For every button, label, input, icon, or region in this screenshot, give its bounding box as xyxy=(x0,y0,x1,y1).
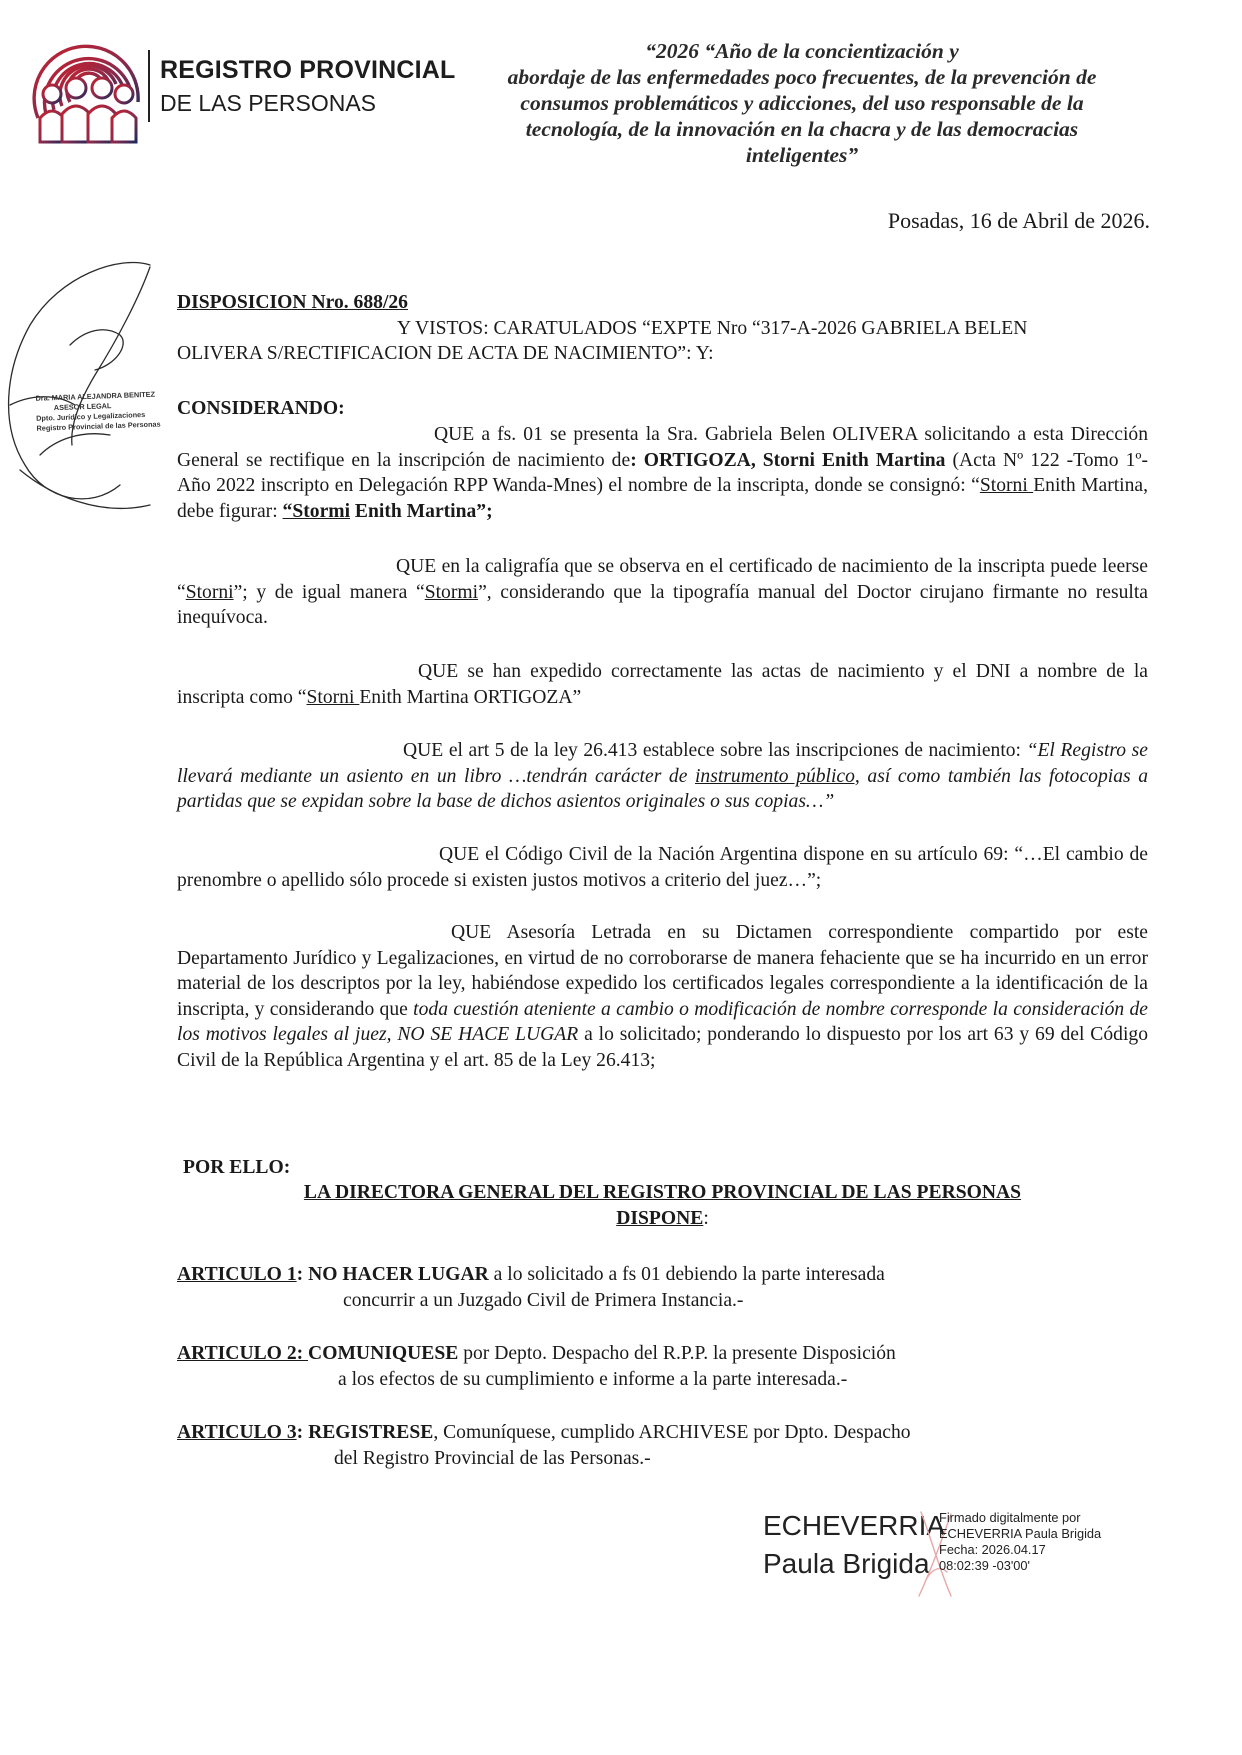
article-bold: REGISTRESE xyxy=(308,1422,434,1443)
p1-bold-end: Enith Martina”; xyxy=(350,500,493,522)
article-bold: NO HACER LUGAR xyxy=(308,1264,489,1285)
article-label: ARTICULO 2: xyxy=(177,1343,309,1364)
signer-given-names: Paula Brigida xyxy=(763,1548,930,1579)
digital-signature-metadata xyxy=(939,1510,1101,1574)
vistos-line-2: OLIVERA S/RECTIFICACION DE ACTA DE NACIMIENTO”: Y: xyxy=(177,343,714,364)
signature-meta-line: Fecha: 2026.04.17 xyxy=(939,1542,1046,1557)
article-text: , Comuníquese, cumplido ARCHIVESE por Dpto. Despacho xyxy=(433,1422,911,1443)
p6-text: QUE Asesoría Letrada en su Dictamen correspondiente compartido por este Departamento Jurídico y Legalizaciones, en virtud de no corroborarse de manera fehaciente que se ha incurrido en un error material de los descriptos por la ley, habiéndose expedido los certificados legales correspondiente a la identificación de la inscripta, y considerando que xyxy=(177,922,1148,1020)
article-1 xyxy=(177,1262,1148,1313)
p2-underlined: Storni xyxy=(185,581,234,603)
article-sep: : xyxy=(296,1264,309,1285)
article-label: ARTICULO 3 xyxy=(177,1422,297,1443)
org-title: REGISTRO PROVINCIAL xyxy=(160,56,456,84)
dispone-word: DISPONE xyxy=(616,1208,704,1229)
article-text-line-2: del Registro Provincial de las Personas.- xyxy=(334,1447,651,1469)
signature-meta-line: Firmado digitalmente por xyxy=(939,1510,1081,1525)
directora-heading: LA DIRECTORA GENERAL DEL REGISTRO PROVINCIAL DE LAS PERSONAS xyxy=(303,1182,1022,1203)
motto-line: consumos problemáticos y adicciones, del uso responsable de la xyxy=(520,91,1084,115)
stamp-line: Dpto. Jurídico y Legalizaciones xyxy=(36,409,146,423)
article-text-line-2: a los efectos de su cumplimiento e informe a la parte interesada.- xyxy=(338,1368,848,1390)
stamp-line: Registro Provincial de las Personas xyxy=(36,419,161,433)
registro-provincial-logo xyxy=(20,22,152,144)
considerando-heading: CONSIDERANDO: xyxy=(177,398,345,419)
p1-text: (Acta Nº 122 -Tomo 1º- Año 2022 inscripto en Delegación RPP Wanda-Mnes) el nombre de la inscripta, donde se consignó: “ xyxy=(177,449,1148,496)
p3-text: QUE se han expedido correctamente las actas de nacimiento y el DNI a nombre de la inscripta como “ xyxy=(177,661,1148,708)
por-ello-heading: POR ELLO: xyxy=(183,1157,291,1178)
article-bold: COMUNIQUESE xyxy=(308,1343,459,1364)
stamp-line: Dra. MARIA ALEJANDRA BENITEZ xyxy=(35,389,156,403)
considerando-paragraph-1 xyxy=(177,422,1148,524)
considerando-paragraph-6 xyxy=(177,920,1148,1073)
dispone-colon: : xyxy=(703,1208,709,1229)
signer-surname: ECHEVERRIA xyxy=(763,1510,946,1541)
p5-text: QUE el Código Civil de la Nación Argentina dispone en su artículo 69: “…El cambio de prenombre o apellido sólo procede si existen justos motivos a criterio del juez…”; xyxy=(177,844,1148,891)
year-motto xyxy=(462,38,1142,168)
p4-quote-underlined: instrumento público, xyxy=(694,765,860,787)
article-2 xyxy=(177,1341,1148,1392)
motto-line: inteligentes” xyxy=(745,143,859,167)
p4-quote: “El Registro se llevará mediante un asiento en un libro …tendrán carácter de xyxy=(177,740,1148,787)
dispone-heading xyxy=(177,1206,1148,1232)
motto-line: tecnología, de la innovación en la chacra y de las democracias xyxy=(525,117,1079,141)
article-text: a lo solicitado a fs 01 debiendo la parte interesada xyxy=(488,1264,885,1285)
signature-meta-line: ECHEVERRIA Paula Brigida xyxy=(939,1526,1102,1541)
digital-signature-block xyxy=(763,1510,1123,1600)
p3-text: Enith Martina ORTIGOZA” xyxy=(359,686,582,708)
article-3 xyxy=(177,1420,1148,1471)
p1-underlined: Storni xyxy=(979,475,1034,496)
p3-underlined: Storni xyxy=(306,686,360,708)
article-sep: : xyxy=(296,1422,309,1443)
p1-bold-name: : ORTIGOZA, Storni Enith Martina xyxy=(630,449,946,471)
p2-text: QUE en la caligrafía que se observa en el certificado de nacimiento de la inscripta puede leerse “ xyxy=(177,556,1148,603)
legal-advisor-stamp xyxy=(35,388,196,434)
stamp-line: ASESOR LEGAL xyxy=(53,401,112,413)
disposition-heading xyxy=(177,290,1148,367)
motto-line: abordaje de las enfermedades poco frecuentes, de la prevención de xyxy=(507,65,1097,89)
considerando-paragraph-5 xyxy=(177,842,1148,893)
p1-text: QUE a fs. 01 se presenta la Sra. Gabriela Belen OLIVERA solicitando a esta Dirección General se rectifique en la inscripción de nacimiento de xyxy=(177,424,1148,471)
logo-divider xyxy=(148,50,150,122)
p2-text: ”; y de igual manera “ xyxy=(233,581,425,603)
considerando-paragraph-4 xyxy=(177,738,1148,815)
p6-italic: toda cuestión ateniente a cambio o modificación de nombre corresponde la consideración de los motivos legales al juez, NO SE HACE LUGAR xyxy=(177,998,1149,1045)
considerando-paragraph-2 xyxy=(177,554,1148,631)
p6-text: a lo solicitado; ponderando lo dispuesto por los art 63 y 69 del Código Civil de la República Argentina y el art. 85 de la Ley 26.413; xyxy=(177,1024,1148,1071)
disposition-title: DISPOSICION Nro. 688/26 xyxy=(177,292,408,313)
motto-line: “2026 “Año de la concientización y xyxy=(645,39,959,63)
document-date: Posadas, 16 de Abril de 2026. xyxy=(887,208,1150,233)
org-subtitle: DE LAS PERSONAS xyxy=(160,90,377,116)
p1-bold-underlined: “Stormi xyxy=(282,500,351,522)
article-text: por Depto. Despacho del R.P.P. la presente Disposición xyxy=(458,1343,896,1364)
p4-quote: así como también las fotocopias a partidas que se expidan sobre la base de dichos asientos originales o sus copias…” xyxy=(177,765,1148,812)
p2-text: ”, considerando que la tipografía manual del Doctor cirujano firmante no resulta inequívoca. xyxy=(177,581,1148,628)
p2-underlined: Stormi xyxy=(424,581,479,603)
p4-text: QUE el art 5 de la ley 26.413 establece sobre las inscripciones de nacimiento: xyxy=(403,740,1027,761)
article-label: ARTICULO 1 xyxy=(177,1264,297,1285)
signature-meta-line: 08:02:39 -03'00' xyxy=(939,1558,1030,1573)
article-text-line-2: concurrir a un Juzgado Civil de Primera Instancia.- xyxy=(343,1289,744,1311)
considerando-paragraph-3 xyxy=(177,659,1148,710)
p1-text: Enith Martina, debe figurar: xyxy=(177,475,1148,522)
vistos-line-1: Y VISTOS: CARATULADOS “EXPTE Nro “317-A-2026 GABRIELA BELEN xyxy=(397,317,1028,339)
